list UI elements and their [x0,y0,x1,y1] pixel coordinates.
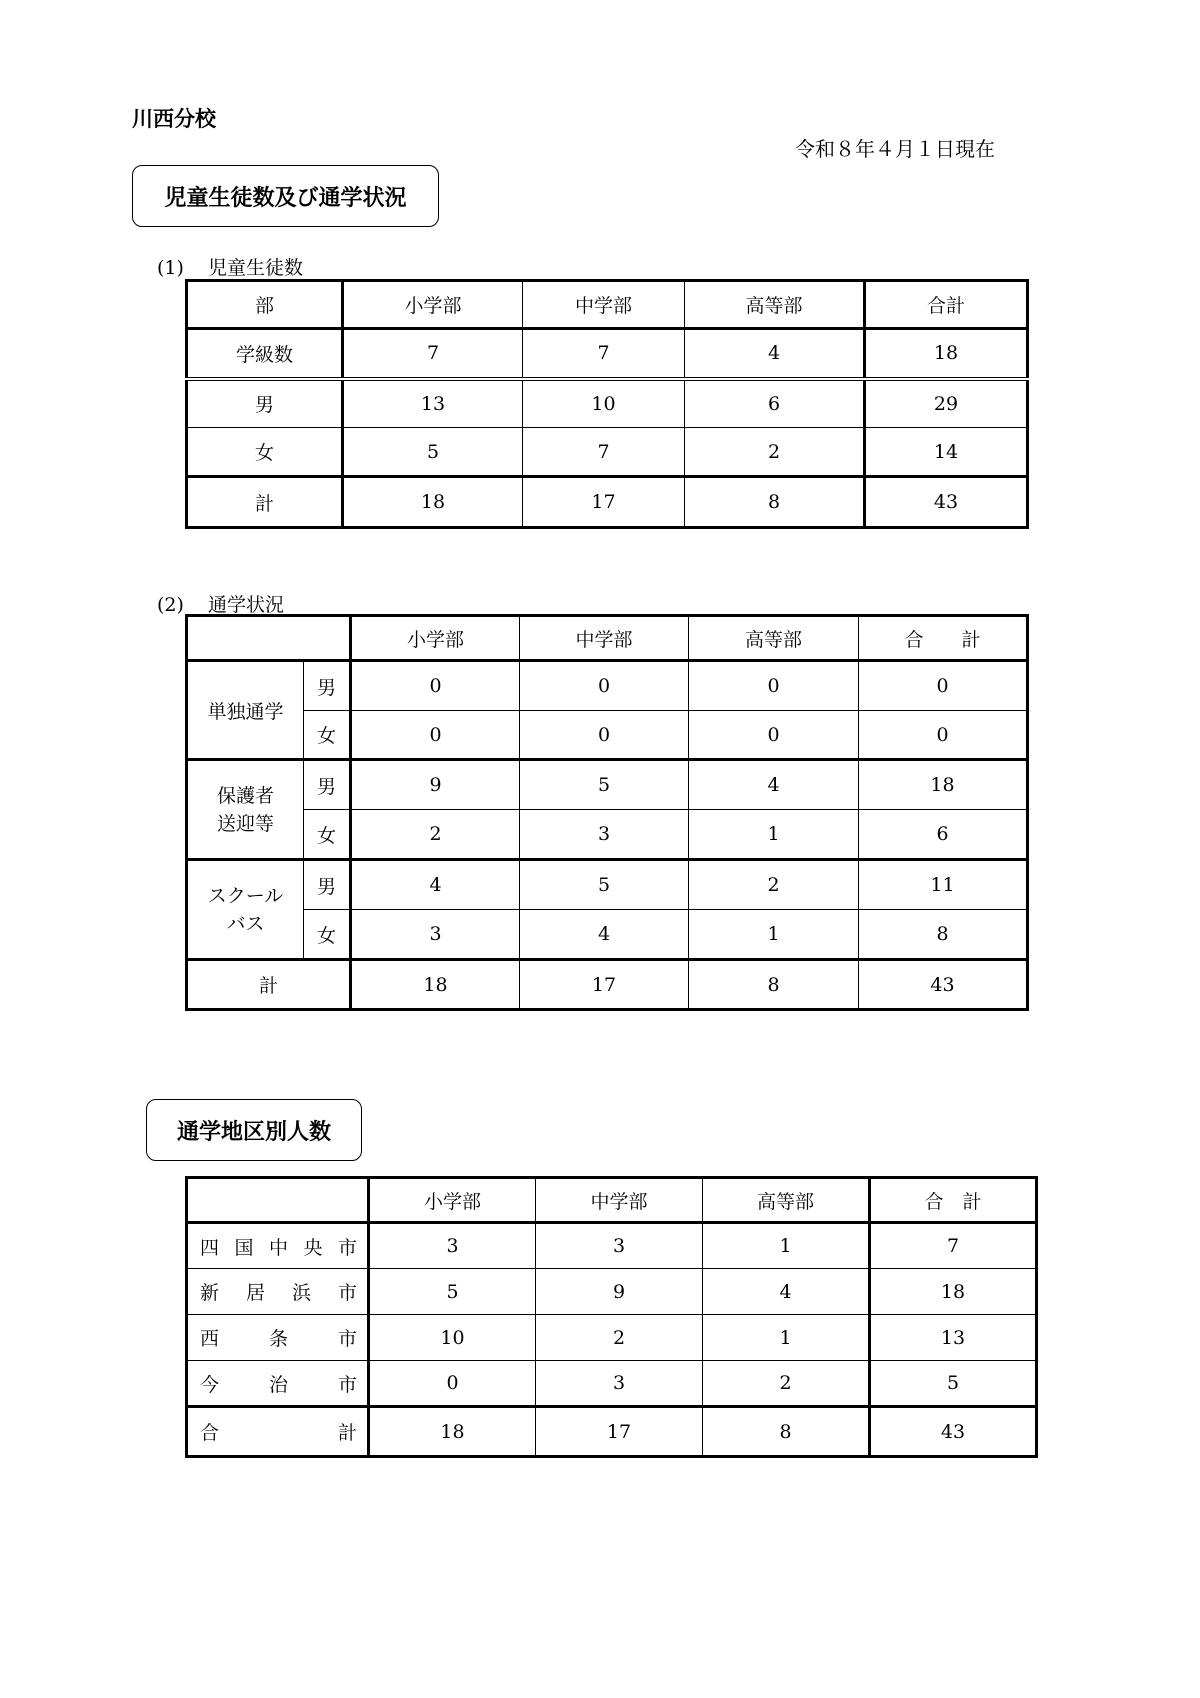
cell: 0 [369,1361,536,1407]
commute-table [185,614,1029,1011]
cell: 7 [523,428,685,477]
cell: 0 [520,661,689,711]
district-name-char: 市 [337,1236,357,1259]
cell: 11 [859,860,1028,910]
cell: 10 [523,379,685,428]
district-name-char: 中 [268,1236,288,1259]
cell: 9 [536,1269,703,1315]
cell: 0 [689,711,859,760]
cell: 3 [351,910,520,960]
table-row [187,711,1028,760]
district-name-char: 新 [200,1282,220,1304]
cell: 9 [351,760,520,810]
table-row [187,1223,1037,1269]
table-header-row [187,1178,1037,1223]
district-name-char: 居 [245,1282,265,1304]
cell: 4 [685,329,865,379]
district-name-char: 央 [303,1236,323,1259]
cell: 7 [343,329,523,379]
cell: 8 [859,910,1028,960]
table-row [187,661,1028,711]
cell: 18 [351,960,520,1010]
table-row [187,428,1028,477]
cell: 4 [351,860,520,910]
cell: 43 [865,477,1028,528]
sex-label: 女 [304,810,351,860]
cell: 1 [689,910,859,960]
cell: 8 [685,477,865,528]
district-name-char: 合 [200,1422,220,1444]
cell: 0 [689,661,859,711]
group-label-line: 保護者 [216,784,274,807]
table-total-row [187,1407,1037,1457]
cell: 3 [536,1223,703,1269]
cell: 13 [870,1315,1037,1361]
header-cell: 中学部 [520,616,689,661]
cell: 4 [689,760,859,810]
header-cell: 中学部 [523,281,685,329]
row-label: 女 [187,428,343,477]
cell: 6 [859,810,1028,860]
district-name-char: 浜 [291,1282,311,1304]
school-name: 川西分校 [132,107,216,131]
header-corner-cell [187,1178,369,1223]
district-name [187,1223,369,1269]
district-name [187,1269,369,1315]
row-label: 計 [187,960,351,1010]
cell: 8 [689,960,859,1010]
cell: 18 [859,760,1028,810]
table2-caption [157,590,284,617]
header-cell: 小学部 [369,1178,536,1223]
cell: 5 [343,428,523,477]
cell: 1 [689,810,859,860]
table1-caption-text: 児童生徒数 [207,257,303,279]
group-label-line: スクール [207,884,284,907]
enrollment-table [185,279,1029,529]
table-header-row [187,281,1028,329]
table-row [187,860,1028,910]
district-name-char: 市 [337,1373,357,1396]
cell: 7 [870,1223,1037,1269]
cell: 0 [351,711,520,760]
district-name [187,1315,369,1361]
cell: 1 [703,1315,870,1361]
cell: 3 [536,1361,703,1407]
cell: 18 [870,1269,1037,1315]
table-row [187,910,1028,960]
district-name-char: 西 [200,1328,220,1350]
cell: 0 [859,711,1028,760]
header-cell: 高等部 [685,281,865,329]
group-label-line: 送迎等 [216,812,274,835]
group-label-line: バス [226,912,265,935]
header-cell: 小学部 [343,281,523,329]
district-name [187,1407,369,1457]
cell: 18 [369,1407,536,1457]
header-cell: 中学部 [536,1178,703,1223]
table-row [187,1315,1037,1361]
row-label: 計 [187,477,343,528]
cell: 2 [685,428,865,477]
sex-label: 女 [304,711,351,760]
table-row [187,329,1028,379]
table1-caption [157,253,303,280]
header-cell: 合計 [865,281,1028,329]
cell: 5 [870,1361,1037,1407]
header-cell: 高等部 [689,616,859,661]
header-cell: 小学部 [351,616,520,661]
table2-caption-number: (2) [157,594,184,616]
table-row [187,1361,1037,1407]
district-name-char: 治 [268,1373,288,1396]
district-name-char: 四 [200,1236,220,1259]
cell: 2 [703,1361,870,1407]
cell: 7 [523,329,685,379]
header-cell: 合 計 [870,1178,1037,1223]
cell: 17 [536,1407,703,1457]
cell: 18 [343,477,523,528]
row-label: 男 [187,379,343,428]
table-row [187,810,1028,860]
sex-label: 男 [304,661,351,711]
district-name-char: 市 [337,1282,357,1304]
table-header-row [187,616,1028,661]
cell: 18 [865,329,1028,379]
section-heading-enrollment: 児童生徒数及び通学状況 [132,165,439,227]
table-row [187,379,1028,428]
group-label: 単独通学 [187,661,304,760]
cell: 3 [369,1223,536,1269]
district-name-char: 国 [234,1236,254,1259]
district-name-char: 市 [337,1328,357,1350]
cell: 43 [859,960,1028,1010]
sex-label: 男 [304,860,351,910]
district-name-char: 計 [337,1422,357,1444]
cell: 17 [523,477,685,528]
cell: 0 [351,661,520,711]
cell: 29 [865,379,1028,428]
district-name [187,1361,369,1407]
table-total-row [187,477,1028,528]
table-row [187,1269,1037,1315]
section-heading-district: 通学地区別人数 [146,1099,362,1161]
cell: 5 [520,760,689,810]
header-cell: 部 [187,281,343,329]
cell: 5 [520,860,689,910]
cell: 6 [685,379,865,428]
table2-caption-text: 通学状況 [207,594,284,616]
cell: 2 [689,860,859,910]
cell: 1 [703,1223,870,1269]
cell: 8 [703,1407,870,1457]
cell: 14 [865,428,1028,477]
group-label [187,760,304,860]
table1-caption-number: (1) [157,257,184,279]
group-label [187,860,304,960]
table-row [187,760,1028,810]
cell: 4 [703,1269,870,1315]
cell: 0 [859,661,1028,711]
cell: 2 [351,810,520,860]
cell: 43 [870,1407,1037,1457]
as-of-date: 令和８年４月１日現在 [795,137,995,161]
header-corner-cell [187,616,351,661]
header-cell: 高等部 [703,1178,870,1223]
cell: 2 [536,1315,703,1361]
district-name-char: 条 [268,1328,288,1350]
cell: 17 [520,960,689,1010]
cell: 10 [369,1315,536,1361]
cell: 4 [520,910,689,960]
district-table [185,1176,1038,1458]
cell: 5 [369,1269,536,1315]
cell: 0 [520,711,689,760]
sex-label: 男 [304,760,351,810]
header-cell: 合 計 [859,616,1028,661]
sex-label: 女 [304,910,351,960]
district-name-char: 今 [200,1373,220,1396]
row-label: 学級数 [187,329,343,379]
table-total-row [187,960,1028,1010]
cell: 13 [343,379,523,428]
cell: 3 [520,810,689,860]
